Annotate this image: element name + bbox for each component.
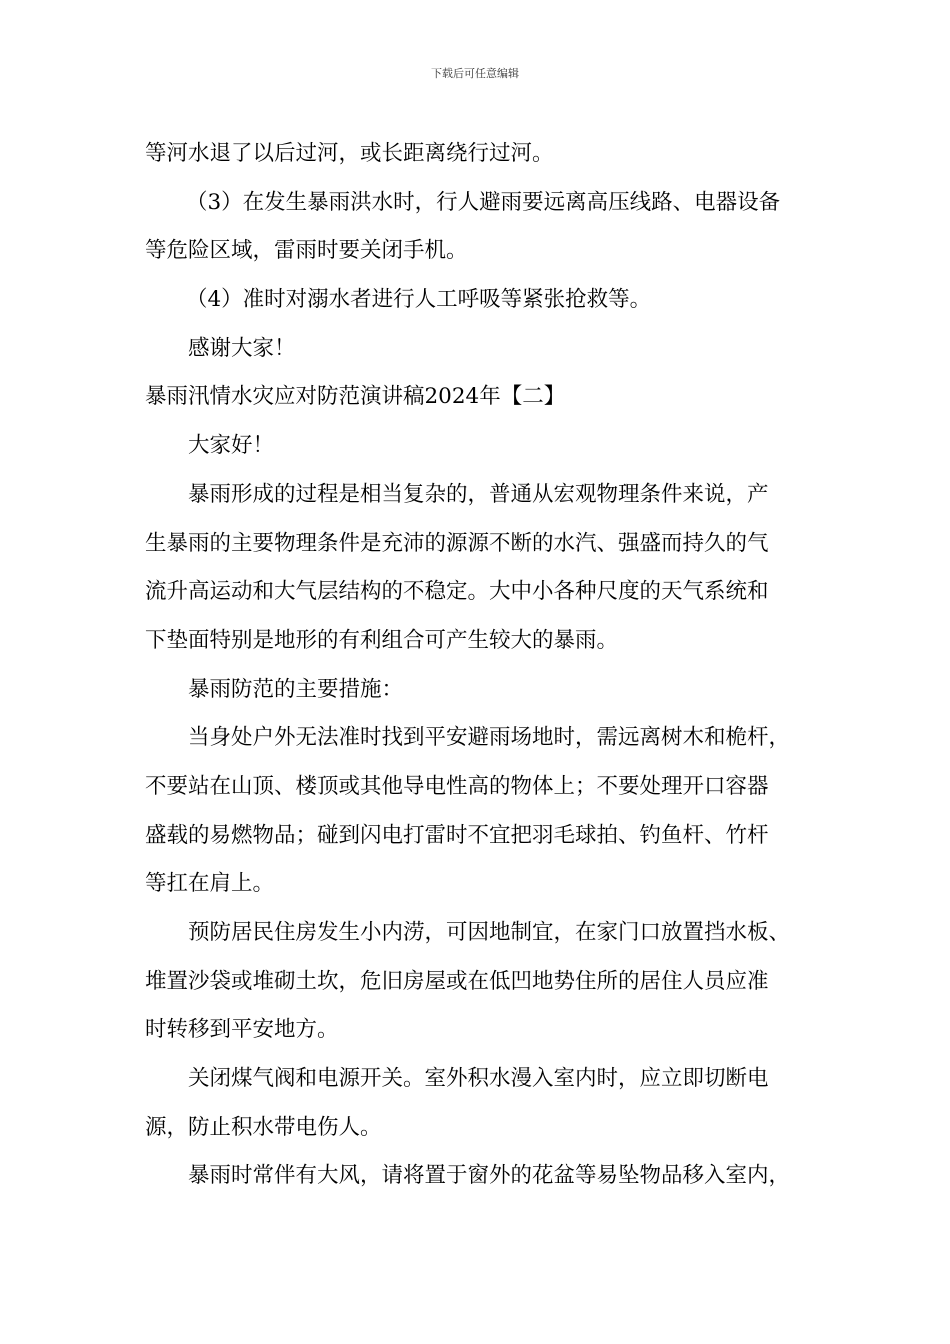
- text-line: 等危险区域，雷雨时要关闭手机。: [145, 238, 468, 264]
- text-line: 感谢大家！: [188, 335, 296, 361]
- text-line: 暴雨时常伴有大风，请将置于窗外的花盆等易坠物品移入室内，: [188, 1163, 791, 1189]
- text-line: 等扛在肩上。: [145, 871, 275, 897]
- text-line: 流升高运动和大气层结构的不稳定。大中小各种尺度的天气系统和: [145, 579, 769, 605]
- page-header: 下载后可任意编辑: [431, 67, 519, 80]
- text-line: 不要站在山顶、楼顶或其他导电性高的物体上；不要处理开口容器: [145, 773, 769, 799]
- text-line: 关闭煤气阀和电源开关。室外积水漫入室内时，应立即切断电: [188, 1066, 769, 1092]
- text-line: 预防居民住房发生小内涝，可因地制宜，在家门口放置挡水板、: [188, 920, 791, 945]
- text-line: 暴雨形成的过程是相当复杂的，普通从宏观物理条件来说，产: [188, 481, 769, 507]
- document-body: [145, 130, 805, 1201]
- text-line: 生暴雨的主要物理条件是充沛的源源不断的水汽、强盛而持久的气: [145, 530, 769, 556]
- text-line: 当身处户外无法准时找到平安避雨场地时，需远离树木和桅杆，: [188, 725, 791, 751]
- text-line: 堆置沙袋或堆砌土坎，危旧房屋或在低凹地势住所的居住人员应准: [145, 968, 769, 994]
- text-line: 等河水退了以后过河，或长距离绕行过河。: [145, 141, 554, 166]
- text-line: 时转移到平安地方。: [145, 1017, 339, 1043]
- text-line: 源，防止积水带电伤人。: [145, 1114, 382, 1140]
- section-title: 暴雨汛情水灾应对防范演讲稿2024年【二】: [145, 384, 566, 410]
- text-line: （3）在发生暴雨洪水时，行人避雨要远离高压线路、电器设备: [186, 189, 781, 215]
- text-line: （4）准时对溺水者进行人工呼吸等紧张抢救等。: [186, 287, 652, 313]
- text-line: 下垫面特别是地形的有利组合可产生较大的暴雨。: [145, 627, 619, 653]
- text-line: 暴雨防范的主要措施：: [188, 676, 404, 702]
- text-line: 大家好！: [188, 433, 275, 459]
- text-line: 盛载的易燃物品；碰到闪电打雷时不宜把羽毛球拍、钓鱼杆、竹杆: [145, 822, 769, 848]
